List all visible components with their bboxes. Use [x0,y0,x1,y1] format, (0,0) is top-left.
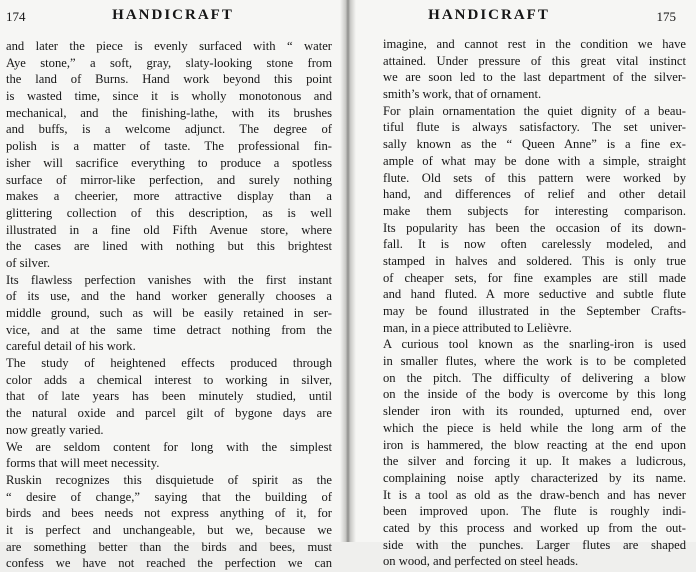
text-line: now greatly varied. [6,422,104,437]
text-line: it is perfect and unchangeable, but we, because we [6,522,332,537]
text-line: middle ground, such as will be easily retained in ser- [6,306,332,320]
text-line: makes a cheerier, more attractive display than a [6,189,332,204]
text-line: illustrated in a fine old Fifth Avenue store, where [6,222,332,237]
text-line: sally known as the “ Queen Anne” is a fine ex- [383,137,686,152]
text-line: stamped in halves and soldered. This is only true [383,253,686,268]
text-line: Ruskin recognizes this disquietude of spirit as the [6,472,332,487]
text-line: cated by this process and worked up from the out- [383,520,686,535]
right-running-title: HANDICRAFT [428,7,550,23]
text-line: glittering collection of this description, as is well [6,205,332,220]
left-page-number: 174 [6,9,26,24]
text-line: For plain ornamentation the quiet dignity of a beau- [383,103,686,118]
text-line: “ desire of change,” saying that the building of [6,489,332,504]
text-line: birds and bees needs not express anything of it, for [6,506,332,521]
text-line: of cheaper sets, for fine examples are still made [383,270,686,285]
text-line: careful detail of his work. [6,339,136,354]
right-page-body [383,36,686,570]
text-line: Its flawless perfection vanishes with the first instant [6,272,332,287]
text-line: polish is a matter of taste. The professional fin- [6,139,332,154]
text-line: hand, and differences of relief and other detail [383,187,686,202]
text-line: surface of mirror-like perfection, and surely nothing [6,172,332,187]
text-line: and buffs, is a welcome adjunct. The degree of [6,122,332,137]
left-page [0,0,346,571]
text-line: the cases are lined with nothing but this brightest [6,239,332,254]
text-line: vice, and at the same time detract nothing from the [6,322,332,337]
text-line: forms that will meet necessity. [6,456,160,471]
text-line: of its use, and the hand worker generally chooses a [6,289,332,304]
text-line: imagine, and cannot rest in the condition we have [383,37,686,51]
text-line: tiful flute is always satisfactory. The set univer- [383,120,686,135]
text-line: on wood, and perfected on steel heads. [383,554,579,569]
text-line: attained. Under pressure of this great vital instinct [383,53,686,68]
text-line: we are soon led to the last department of the silver- [383,70,686,85]
right-page-number: 175 [656,9,676,24]
text-line: of silver. [6,255,51,270]
text-line: and hand fluted. A more seductive and subtle flute [383,287,686,302]
text-line: been improved upon. The flute is roughly indi- [383,504,686,519]
text-line: isher will sacrifice everything to produce a spotless [6,155,332,170]
text-line: It is a tool as old as the draw-bench and has never [383,487,686,502]
left-page-header [0,7,346,27]
text-line: make them subjects for interesting comparison. [383,203,686,218]
text-line: mechanical, and the finishing-lathe, with its brushes [6,105,332,120]
text-line: Its popularity has been the occasion of its down- [383,220,686,235]
text-line: on the inside of the body is overcome by this long [383,387,686,402]
text-line: color adds a chemical interest to working in silver, [6,372,332,387]
text-line: side with the punches. Larger flutes are shaped [383,537,686,552]
text-line: The study of heightened effects produced through [6,356,332,371]
text-line: the land of Burns. Hand work beyond this point [6,72,332,87]
text-line: on the pitch. The difficulty of delivering a blow [383,370,686,385]
text-line: man, in a piece attributed to Lelièvre. [383,320,572,335]
text-line: A curious tool known as the snarling-iron is used [383,337,686,352]
text-line: may be found illustrated in the September Crafts- [383,304,686,318]
text-line: We are seldom content for long with the simplest [6,439,332,454]
right-page-header [350,7,696,27]
text-line: in smaller flutes, where the work is to be completed [383,354,686,369]
right-page [350,0,696,569]
text-line: slender iron with its rounded, upturned end, over [383,404,686,419]
text-line: confess we have not reached the perfection we can [6,556,332,571]
text-line: and later the piece is evenly surfaced with “ water [6,39,332,53]
text-line: are something better than the birds and bees, must [6,539,332,554]
text-line: is wasted time, since it is wholly monotonous and [6,89,332,104]
left-running-title: HANDICRAFT [112,7,234,23]
text-line: complaining noise aptly characterized by its name. [383,470,686,485]
text-line: Aye stone,” a soft, gray, slaty-looking stone from [6,55,332,70]
left-page-body [6,38,332,572]
text-line: flute. Old sets of this pattern were worked by [383,170,686,185]
book-gutter [340,0,356,542]
text-line: the natural oxide and parcel gilt of bygone days are [6,406,332,421]
text-line: which the piece is held while the long arm of the [383,420,686,435]
text-line: ample of what may be done with a simple, straight [383,153,686,168]
text-line: the silver and forcing it up. It makes a ludicrous, [383,454,686,469]
text-line: fall. It is now often carelessly modeled, and [383,237,686,252]
text-line: iron is hammered, the blow reacting at the end upon [383,437,686,452]
text-line: smith’s work, that of ornament. [383,87,542,102]
text-line: that of late years has been minutely studied, until [6,389,332,404]
